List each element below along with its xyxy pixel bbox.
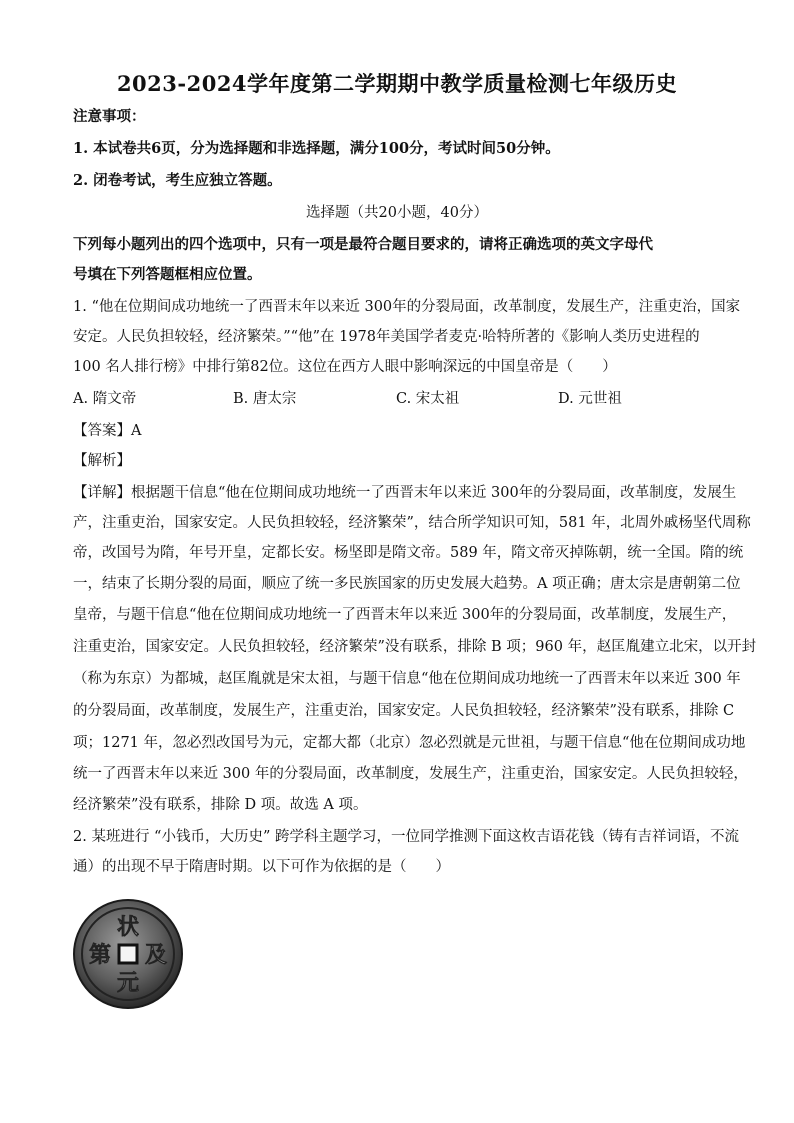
- coin-char-bottom: 元: [116, 971, 140, 996]
- q1-answer: 【答案】A: [73, 423, 142, 439]
- notice-item-2: 2. 闭卷考试，考生应独立答题。: [73, 172, 282, 189]
- notice-heading: 注意事项：: [73, 108, 146, 125]
- q1-option-a: A. 隋文帝: [73, 391, 137, 407]
- q1-detail-10: 统一了西晋末年以来近 300 年的分裂局面，改革制度，发展生产，注重吏治，国家安定。人民负担较轻，: [73, 766, 748, 782]
- q1-analysis-label: 【解析】: [73, 453, 131, 469]
- coin-char-left: 第: [88, 943, 112, 968]
- coin-square-hole: [119, 945, 137, 963]
- section-heading: 选择题（共20小题，40分）: [306, 205, 488, 221]
- coin-char-right: 及: [144, 943, 168, 968]
- coin-image: [72, 898, 184, 1010]
- q1-detail-6: 注重吏治，国家安定。人民负担较轻，经济繁荣”没有联系，排除 B 项；960 年，赵匡胤建立北宋，以开封: [73, 639, 757, 655]
- q2-stem-1: 2. 某班进行 “小钱币，大历史” 跨学科主题学习，一位同学推测下面这枚吉语花钱（铸有吉祥词语，不流: [73, 829, 739, 845]
- section-instruction-2: 号填在下列答题框相应位置。: [73, 266, 262, 283]
- q1-detail-4: 一，结束了长期分裂的局面，顺应了统一多民族国家的历史发展大趋势。A 项正确；唐太宗是唐朝第二位: [73, 576, 741, 592]
- q2-stem-2: 通）的出现不早于隋唐时期。以下可作为依据的是（ ）: [73, 859, 450, 875]
- q1-detail-11: 经济繁荣”没有联系，排除 D 项。故选 A 项。: [73, 797, 368, 813]
- q1-detail-3: 帝，改国号为隋，年号开皇，定都长安。杨坚即是隋文帝。589 年，隋文帝灭掉陈朝，统一全国。隋的统: [73, 545, 744, 561]
- q1-stem-1: 1. “他在位期间成功地统一了西晋末年以来近 300年的分裂局面，改革制度，发展生产，注重吏治，国家: [73, 299, 741, 315]
- q1-detail-5: 皇帝，与题干信息“他在位期间成功地统一了西晋末年以来近 300年的分裂局面，改革制度，发展生产，: [73, 607, 737, 623]
- exam-title: 2023-2024学年度第二学期期中教学质量检测七年级历史: [116, 71, 678, 96]
- notice-item-1: 1. 本试卷共6页，分为选择题和非选择题，满分100分，考试时间50分钟。: [73, 140, 560, 157]
- q1-detail-9: 项；1271 年，忽必烈改国号为元，定都大都（北京）忽必烈就是元世祖，与题干信息“他在位期间成功地: [73, 735, 746, 751]
- q1-detail-2: 产，注重吏治，国家安定。人民负担较轻，经济繁荣”，结合所学知识可知，581 年，北周外戚杨坚代周称: [73, 515, 751, 531]
- q1-option-c: C. 宋太祖: [396, 391, 460, 407]
- coin-char-top: 状: [116, 915, 140, 940]
- q1-stem-3: 100 名人排行榜》中排行第82位。这位在西方人眼中影响深远的中国皇帝是（ ）: [73, 359, 617, 375]
- q1-detail-7: （称为东京）为都城，赵匡胤就是宋太祖，与题干信息“他在位期间成功地统一了西晋末年以来近 300 年: [73, 671, 741, 687]
- q1-option-d: D. 元世祖: [558, 391, 622, 407]
- q1-option-b: B. 唐太宗: [233, 391, 297, 407]
- q1-detail-8: 的分裂局面，改革制度，发展生产，注重吏治，国家安定。人民负担较轻，经济繁荣”没有联系，排除 C: [73, 703, 735, 719]
- q1-detail-1: 【详解】根据题干信息“他在位期间成功地统一了西晋末年以来近 300年的分裂局面，改革制度，发展生: [73, 485, 737, 501]
- q1-stem-2: 安定。人民负担较轻，经济繁荣。”“他”在 1978年美国学者麦克·哈特所著的《影响人类历史进程的: [73, 329, 700, 345]
- section-instruction-1: 下列每小题列出的四个选项中，只有一项是最符合题目要求的，请将正确选项的英文字母代: [73, 236, 653, 253]
